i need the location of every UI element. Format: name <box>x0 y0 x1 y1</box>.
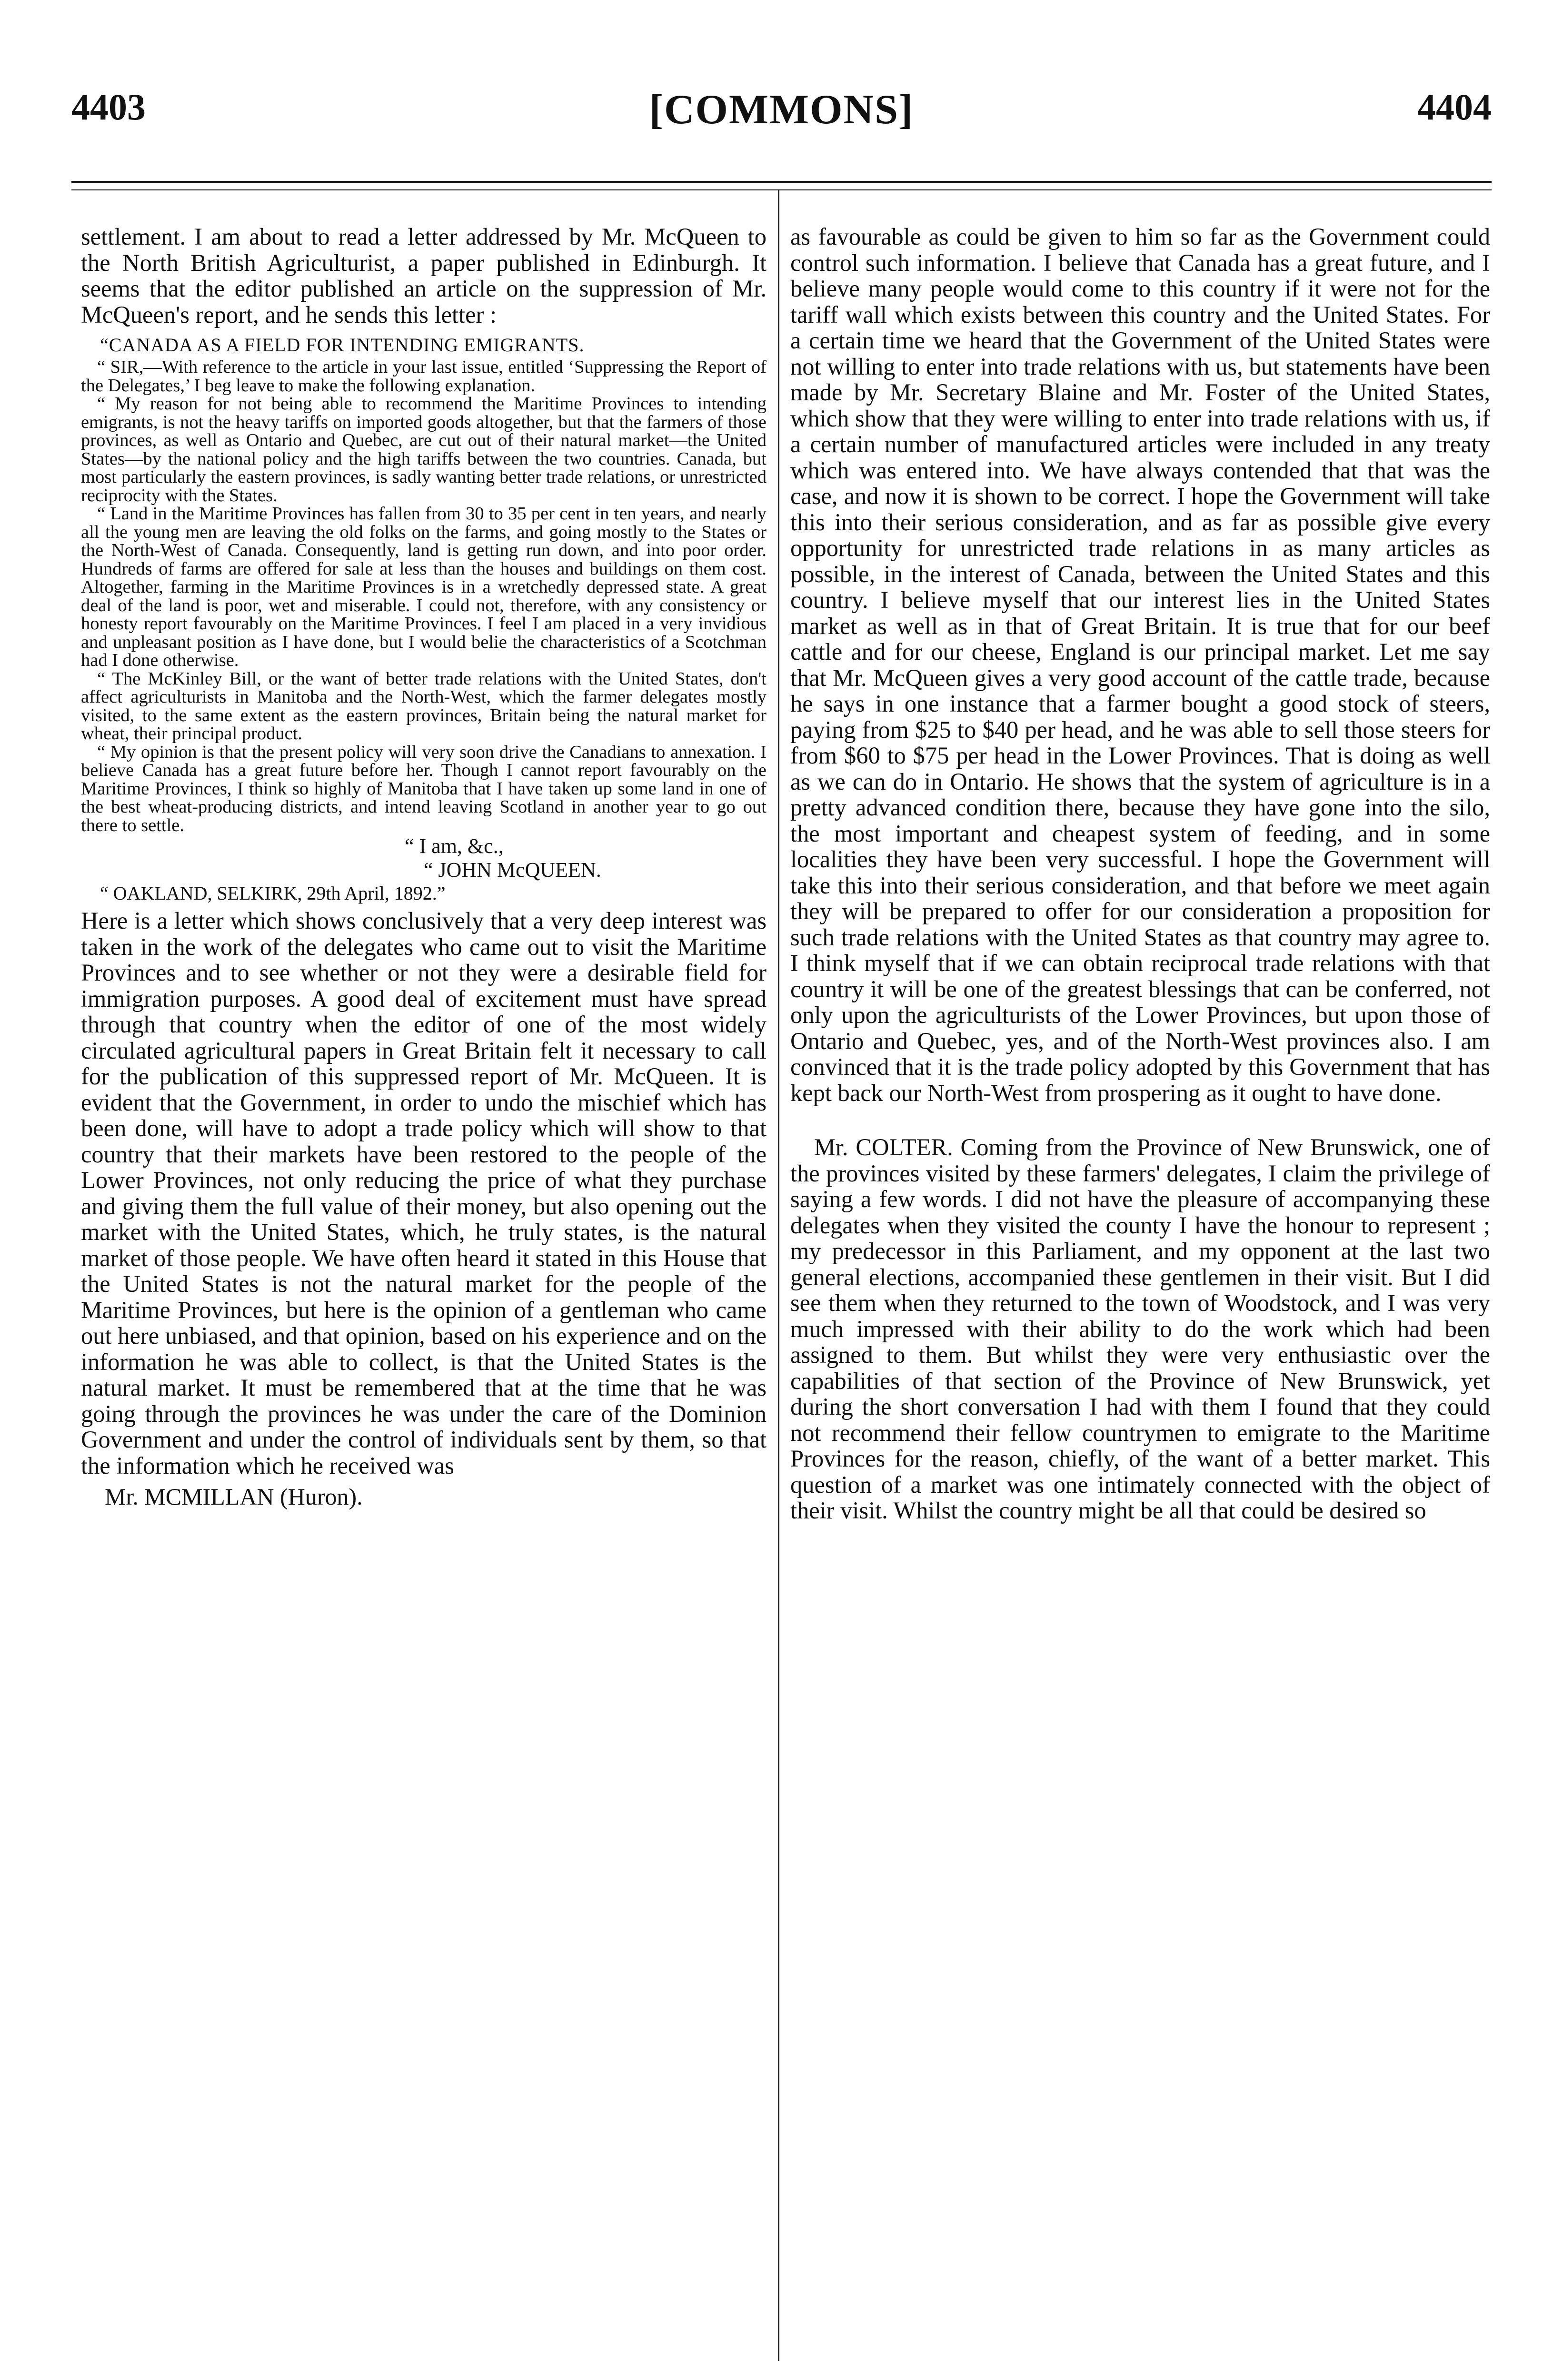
letter-closing: “ I am, &c., <box>405 834 504 858</box>
right-column <box>790 224 1490 1524</box>
header-rule-thick <box>71 181 1492 183</box>
letter-signature: “ JOHN McQUEEN. <box>424 858 601 882</box>
left-paragraph-2: Here is a letter which shows conclusively that a very deep interest was taken in the work of the delegates who came out to visit the Maritime Provinces and to see whether or not they were a desirable field for immigration purposes. A good deal of excitement must have spread through that country when the editor of one of the most widely circulated agricultural papers in Great Britain felt it necessary to call for the publication of this suppressed report of Mr. McQueen. It is evident that the Government, in order to undo the mischief which has been done, will have to adopt a trade policy which will show to that country that their markets have been restored to the people of the Lower Provinces, not only reducing the price of what they purchase and giving them the full value of their money, but also opening out the market with the United States, which, he truly states, is the natural market of those people. We have often heard it stated in this House that the United States is not the natural market for the people of the Maritime Provinces, but here is the opinion of a gentleman who came out here unbiased, and that opinion, based on his experience and on the information he was able to collect, is that the United States is the natural market. It must be remembered that at the time that he was going through the provinces he was under the care of the Dominion Government and under the control of individuals sent by them, so that the information which he received was <box>81 907 767 1479</box>
letter-paragraph-1: “ SIR,—With reference to the article in your last issue, entitled ‘Suppressing the Report of the Delegates,’ I beg leave to make the following explanation. <box>81 357 767 396</box>
running-title: [COMMONS] <box>649 87 914 133</box>
page-header <box>71 86 1492 143</box>
right-paragraph-1: as favourable as could be given to him so far as the Government could control such information. I believe that Canada has a great future, and I believe many people would come to this country if it were not for the tariff wall which exists between this country and the United States. For a certain time we heard that the Government of the United States were not willing to enter into trade relations with us, but statements have been made by Mr. Secretary Blaine and Mr. Foster of the United States, which show that they were willing to enter into trade relations with us, if a certain number of manufactured articles were included in any treaty which was entered into. We have always contended that that was the case, and now it is shown to be correct. I hope the Government will take this into their serious consideration, and as far as possible give every opportunity for unrestricted trade relations in as many articles as possible, in the interest of Canada, between the United States and this country. I believe myself that our interest lies in the United States market as well as in that of Great Britain. It is true that for our beef cattle and for our cheese, England is our principal market. Let me say that Mr. McQueen gives a very good account of the cattle trade, because he says in one instance that a farmer bought a good stock of steers, paying from $25 to $40 per head, and he was able to sell those steers for from $60 to $75 per head in the Lower Provinces. That is doing as well as we can do in Ontario. He shows that the system of agriculture is in a pretty advanced condition there, because they have gone into the silo, the most important and cheapest system of feeding, and in some localities they have been very successful. I hope the Government will take this into their serious consideration, and that before we meet again they will be prepared to offer for our consideration a proposition for such trade relations with the United States as that country may agree to. I think myself that if we can obtain reciprocal trade relations with that country it will be one of the greatest blessings that can be conferred, not only upon the agriculturists of the Lower Provinces, but upon those of Ontario and Quebec, yes, and of the North-West provinces also. I am convinced that it is the trade policy adopted by this Government that has kept back our North-West from prospering as it ought to have done. <box>790 223 1490 1106</box>
letter-paragraph-4: “ The McKinley Bill, or the want of better trade relations with the United States, don't affect agriculturists in Manitoba and the North-West, which the farmer delegates mostly visited, to the same extent as the eastern provinces, Britain being the natural market for wheat, their principal product. <box>81 668 767 744</box>
letter-place-date: “ OAKLAND, SELKIRK, 29th April, 1892.” <box>100 883 446 904</box>
left-column <box>81 224 767 1510</box>
letter-paragraph-5: “ My opinion is that the present policy will very soon drive the Canadians to annexation. I believe Canada has a great future before her. Though I cannot report favourably on the Maritime Provinces, I think so highly of Manitoba that I have taken up some land in one of the best wheat-producing districts, and intend leaving Scotland in another year to go out there to settle. <box>81 742 767 835</box>
header-rule-thin <box>71 189 1492 190</box>
right-page-number: 4404 <box>1417 86 1492 128</box>
speaker-label: Mr. MCMILLAN (Huron). <box>105 1483 363 1510</box>
column-divider <box>778 190 779 2361</box>
letter-title: “CANADA AS A FIELD FOR INTENDING EMIGRANTS. <box>100 334 585 356</box>
left-page-number: 4403 <box>71 86 146 128</box>
left-paragraph-1: settlement. I am about to read a letter addressed by Mr. McQueen to the North British Agriculturist, a paper published in Edinburgh. It seems that the editor published an article on the suppression of Mr. McQueen's report, and he sends this letter : <box>81 223 767 328</box>
right-paragraph-2: Mr. COLTER. Coming from the Province of New Brunswick, one of the provinces visited by these farmers' delegates, I claim the privilege of saying a few words. I did not have the pleasure of accompanying these delegates when they visited the county I have the honour to represent ; my predecessor in this Parliament, and my opponent at the last two general elections, accompanied these gentlemen in their visit. But I did see them when they returned to the town of Woodstock, and I was very much impressed with their ability to do the work which had been assigned to them. But whilst they were very enthusiastic over the capabilities of that section of the Province of New Brunswick, yet during the short conversation I had with them I found that they could not recommend their fellow countrymen to emigrate to the Maritime Provinces for the reason, chiefly, of the want of a better market. This question of a market was one intimately connected with the object of their visit. Whilst the country might be all that could be desired so <box>790 1134 1490 1524</box>
letter-paragraph-3: “ Land in the Maritime Provinces has fallen from 30 to 35 per cent in ten years, and nearly all the young men are leaving the old folks on the farms, and going mostly to the States or the North-West of Canada. Consequently, land is getting run down, and into poor order. Hundreds of farms are offered for sale at less than the houses and buildings on them cost. Altogether, farming in the Maritime Provinces is in a wretchedly depressed state. A great deal of the land is poor, wet and miserable. I could not, therefore, with any consistency or honesty report favourably on the Maritime Provinces. I feel I am placed in a very invidious and unpleasant position as I have done, but I would belie the characteristics of a Scotchman had I done otherwise. <box>81 504 767 670</box>
letter-paragraph-2: “ My reason for not being able to recommend the Maritime Provinces to intending emigrants, is not the heavy tariffs on imported goods altogether, but that the farmers of those provinces, as well as Ontario and Quebec, are cut out of their natural market—the United States—by the national policy and the high tariffs between the two countries. Canada, but most particularly the eastern provinces, is sadly wanting better trade relations, or unrestricted reciprocity with the States. <box>81 394 767 506</box>
